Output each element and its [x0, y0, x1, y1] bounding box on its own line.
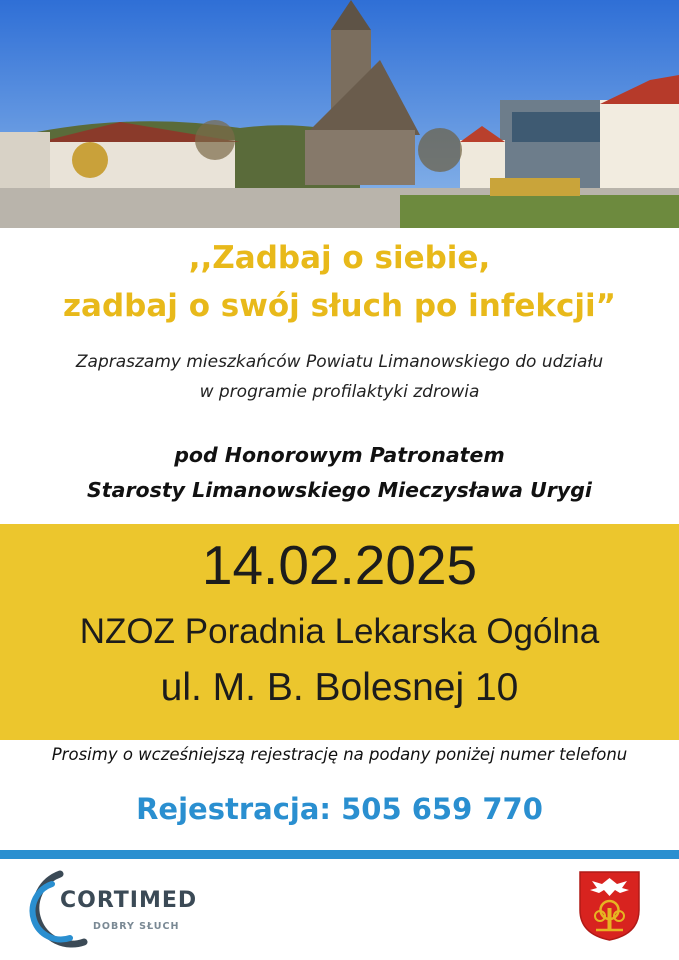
- registration-phone[interactable]: Rejestracja: 505 659 770: [136, 792, 543, 826]
- logo-tagline: DOBRY SŁUCH: [93, 921, 180, 932]
- county-coat-of-arms-icon: [578, 870, 641, 942]
- invitation-line-1: Zapraszamy mieszkańców Powiatu Limanowskiego do udziału: [75, 352, 604, 372]
- headline-line-1: ,,Zadbaj o siebie,: [188, 240, 491, 276]
- registration-notice: Prosimy o wcześniejszą rejestrację na podany poniżej numer telefonu: [51, 745, 628, 764]
- event-date: 14.02.2025: [201, 534, 478, 596]
- divider-bar: [0, 850, 679, 859]
- patronage-line-1: pod Honorowym Patronatem: [174, 443, 505, 467]
- town-square-photo: [0, 0, 679, 228]
- event-address: ul. M. B. Bolesnej 10: [160, 666, 519, 709]
- invitation-line-2: w programie profilaktyki zdrowia: [199, 382, 480, 402]
- event-place: NZOZ Poradnia Lekarska Ogólna: [79, 612, 600, 651]
- logo-name: CORTIMED: [60, 888, 198, 913]
- headline-line-2: zadbaj o swój słuch po infekcji”: [63, 288, 616, 324]
- patronage-line-2: Starosty Limanowskiego Mieczysława Urygi: [87, 478, 592, 502]
